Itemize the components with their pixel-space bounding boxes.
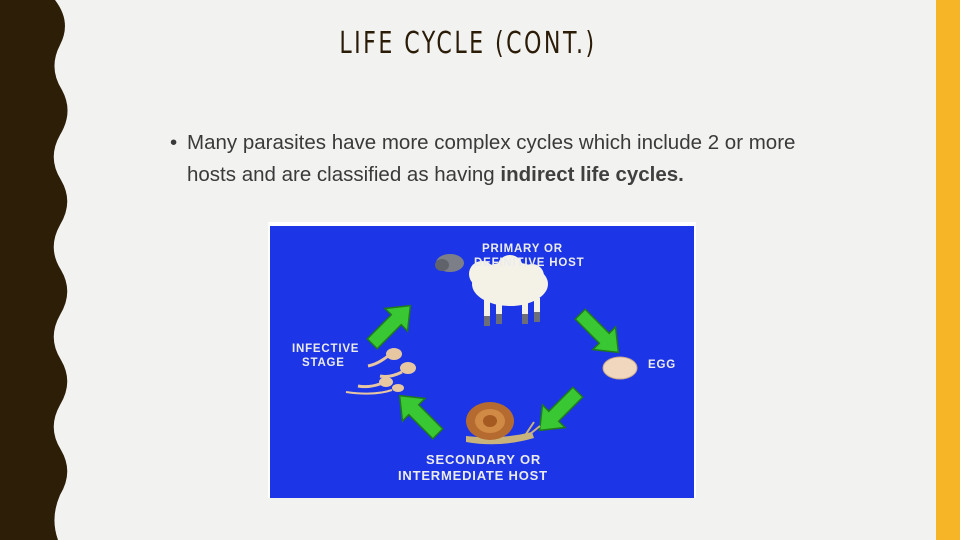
wavy-edge-shape bbox=[0, 0, 68, 540]
label-infective-line1: INFECTIVE bbox=[292, 343, 360, 355]
label-primary-line1: PRIMARY OR bbox=[482, 243, 563, 255]
label-infective-line2: STAGE bbox=[302, 357, 345, 369]
diagram-canvas bbox=[270, 226, 694, 498]
bullet-list bbox=[170, 127, 810, 191]
slide-title: LIFE CYCLE (CONT.) bbox=[339, 26, 597, 61]
label-egg: EGG bbox=[648, 359, 676, 371]
right-accent-stripe bbox=[936, 0, 960, 540]
label-secondary-line1: SECONDARY OR bbox=[426, 452, 542, 467]
egg-icon bbox=[603, 357, 637, 379]
bullet-text-plain: Many parasites have more complex cycles which include 2 or more hosts and are classified as having bbox=[187, 131, 796, 186]
label-primary-line2: DEFINITIVE HOST bbox=[474, 257, 585, 269]
bullet-dot: • bbox=[170, 131, 178, 154]
bullet-text bbox=[187, 127, 810, 191]
label-secondary-line2: INTERMEDIATE HOST bbox=[398, 468, 548, 483]
bullet-item bbox=[170, 127, 810, 191]
bullet-text-bold: indirect life cycles. bbox=[500, 163, 684, 186]
life-cycle-diagram bbox=[268, 222, 696, 498]
wavy-left-edge bbox=[0, 0, 80, 540]
